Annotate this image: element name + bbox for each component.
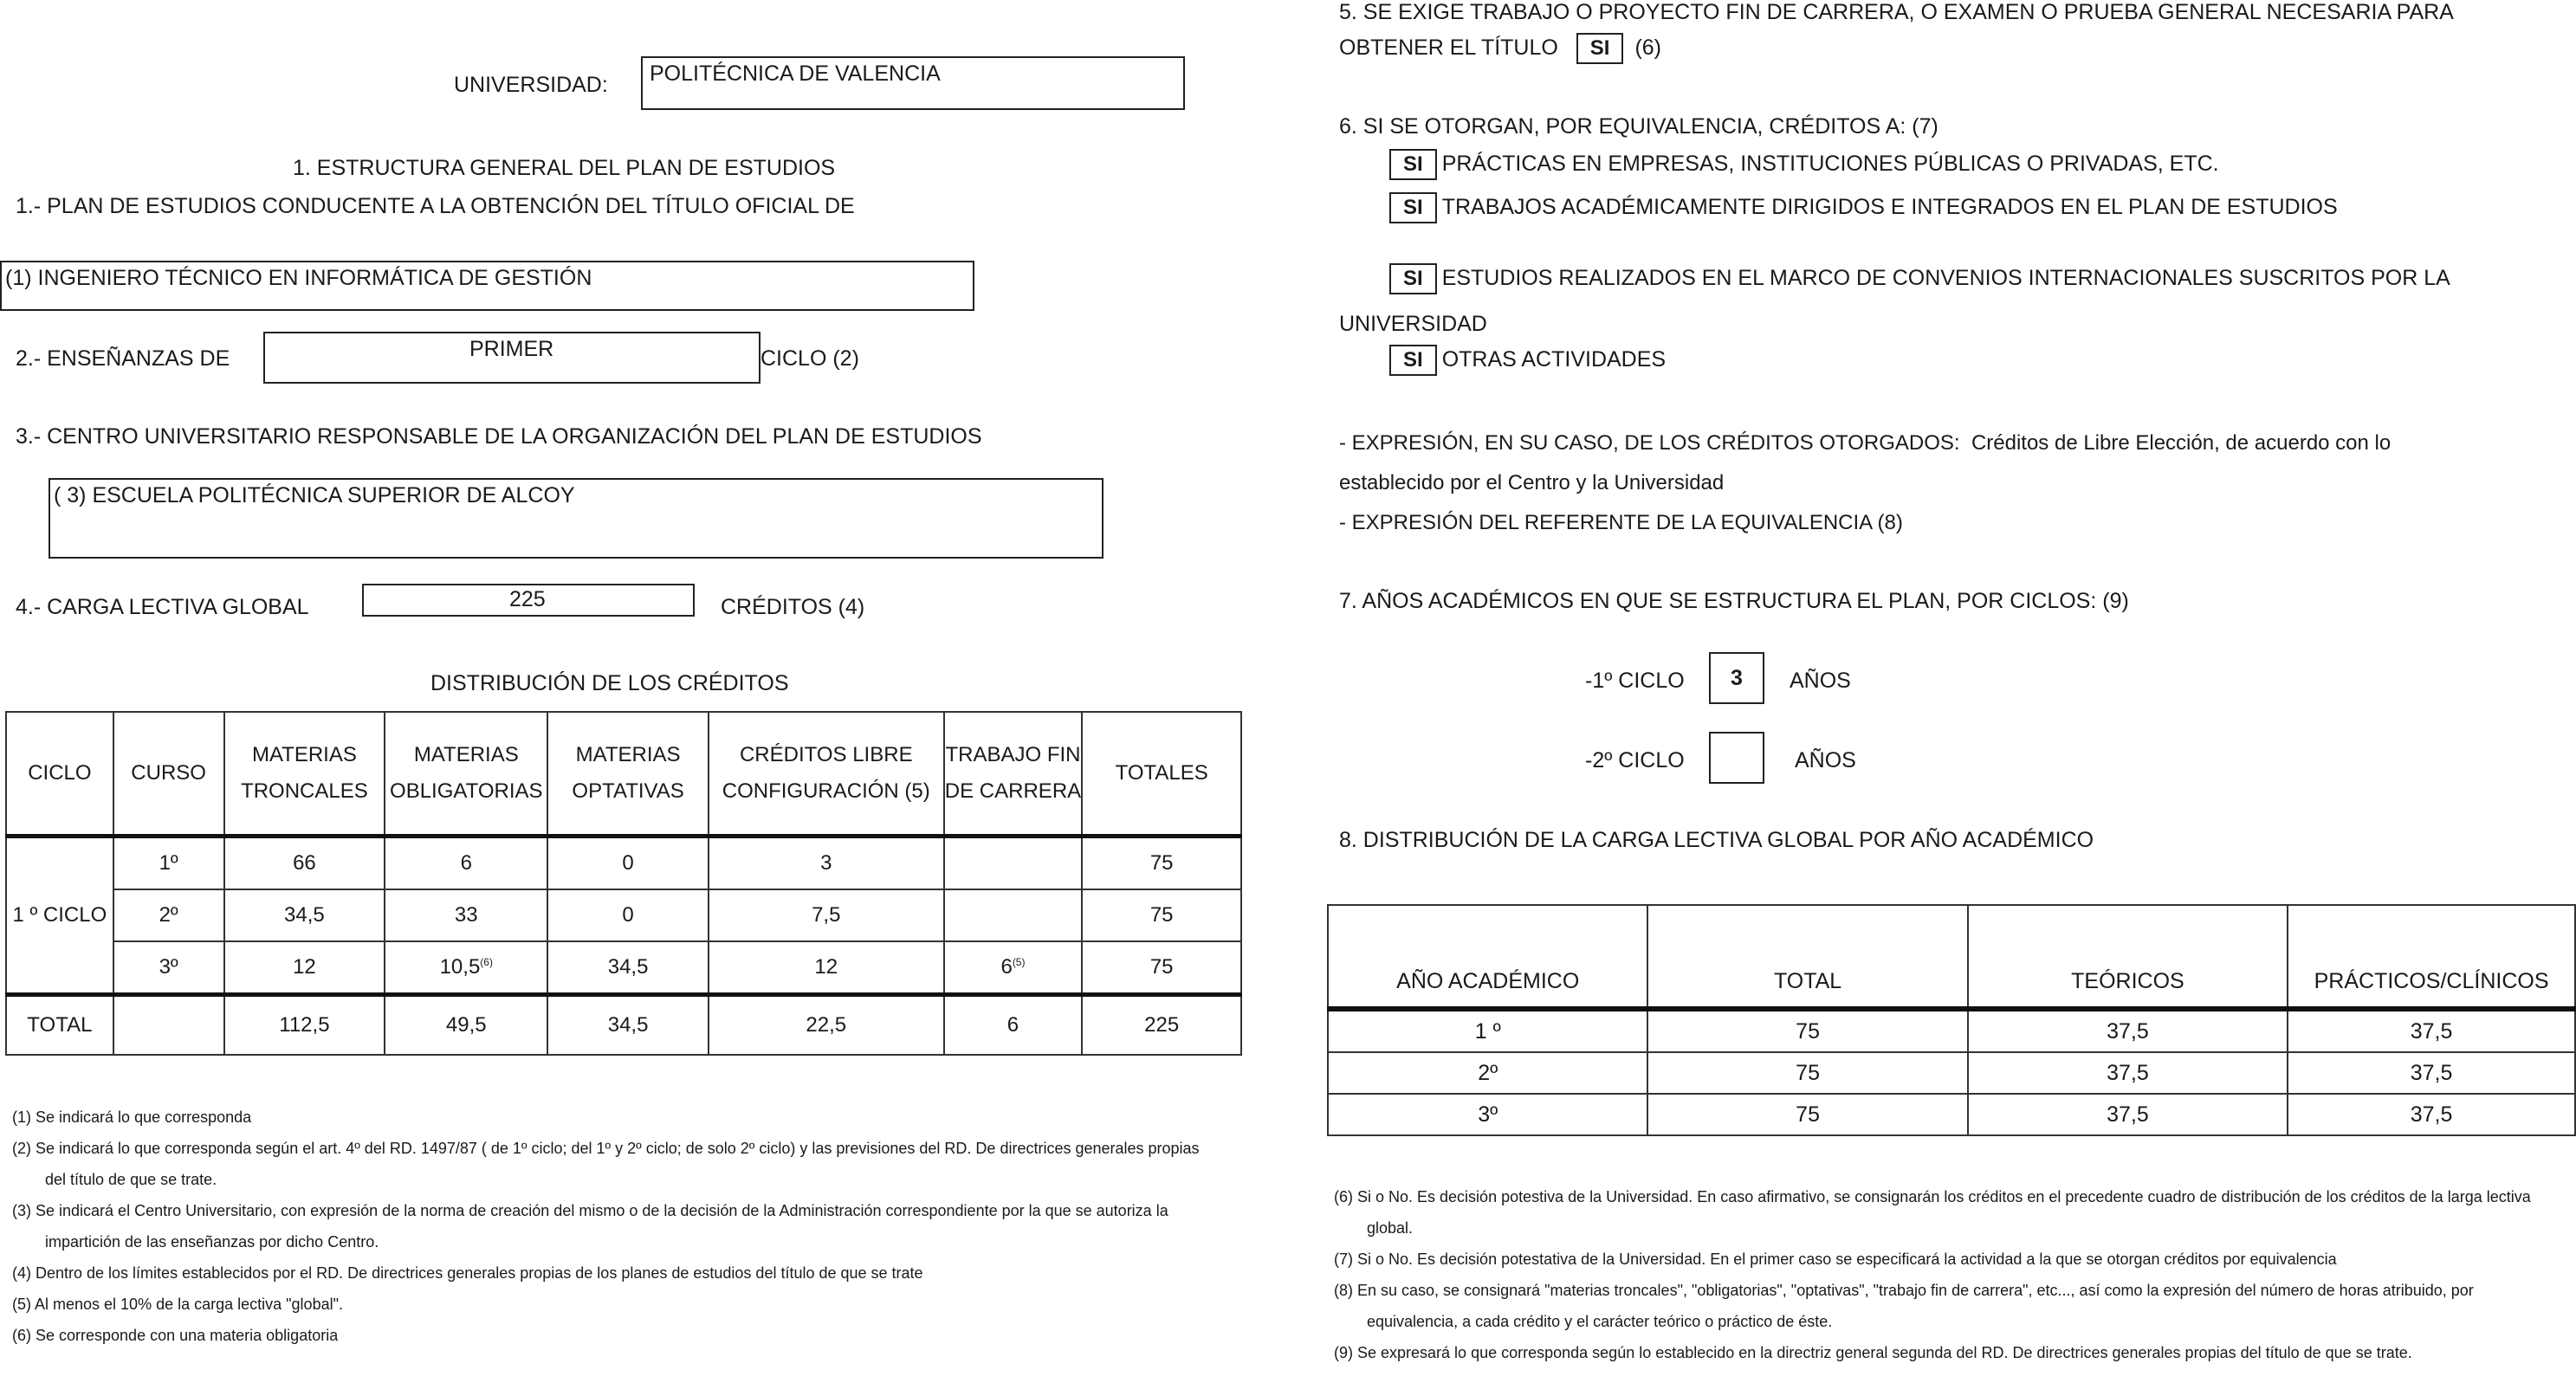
header-libre: CRÉDITOS LIBRE CONFIGURACIÓN (5) — [709, 712, 944, 837]
table-row — [1328, 1009, 2575, 1052]
si-box: SI — [1389, 192, 1437, 223]
universidad-field — [641, 56, 1185, 110]
titulo-value: (1) INGENIERO TÉCNICO EN INFORMÁTICA DE GESTIÓN — [5, 266, 592, 290]
header-total: TOTAL — [1647, 905, 1967, 1009]
header-obligatorias: MATERIAS OBLIGATORIAS — [385, 712, 547, 837]
totales-cell: 75 — [1082, 837, 1241, 890]
item8-title: 8. DISTRIBUCIÓN DE LA CARGA LECTIVA GLOBAL POR AÑO ACADÉMICO — [1339, 828, 2094, 852]
header-ano: AÑO ACADÉMICO — [1328, 905, 1647, 1009]
total-optativas: 34,5 — [547, 995, 709, 1056]
teoricos-cell: 37,5 — [1968, 1094, 2288, 1135]
footnote: (1) Se indicará lo que corresponda — [12, 1108, 252, 1126]
table-row — [1328, 1052, 2575, 1094]
footnote: (9) Se expresará lo que corresponda según lo establecido en la directriz general segunda del RD. De directrices generales propias del título de que se trate. — [1334, 1344, 2412, 1361]
total-row — [6, 995, 1241, 1056]
total-cell: 75 — [1647, 1094, 1967, 1135]
item5-text: OBTENER EL TÍTULO — [1339, 36, 1558, 60]
total-troncales: 112,5 — [224, 995, 385, 1056]
trabajo-value: 6 — [1000, 955, 1013, 979]
trabajo-cell — [944, 941, 1083, 995]
footnote: (6) Se corresponde con una materia obligatoria — [12, 1327, 339, 1344]
libre-cell: 12 — [709, 941, 944, 995]
item6-option — [1389, 345, 1666, 376]
titulo-field — [0, 261, 974, 311]
practicos-cell: 37,5 — [2288, 1052, 2575, 1094]
libre-cell: 7,5 — [709, 889, 944, 941]
total-libre: 22,5 — [709, 995, 944, 1056]
total-label: TOTAL — [6, 995, 113, 1056]
footnote: (3) Se indicará el Centro Universitario, con expresión de la norma de creación del mismo o de la decisión de la Administración correspondiente por la que se autoriza la impartición de las enseñanzas por dicho Centro. — [12, 1202, 1168, 1251]
obligatorias-value: 10,5 — [439, 955, 481, 979]
item6-option — [1389, 263, 2450, 294]
option-text: OTRAS ACTIVIDADES — [1441, 347, 1667, 372]
ciclo1-anos: AÑOS — [1790, 669, 1851, 693]
troncales-cell: 12 — [224, 941, 385, 995]
total-trabajo: 6 — [944, 995, 1083, 1056]
ciclo2-anos: AÑOS — [1795, 748, 1856, 772]
obligatorias-cell: 6 — [385, 837, 547, 890]
table-row — [6, 889, 1241, 941]
footnote: (6) Si o No. Es decisión potestiva de la Universidad. En caso afirmativo, se consignarán los créditos en el precedente cuadro de distribución de los créditos de la larga lectiva global. — [1334, 1188, 2531, 1237]
header-trabajo: TRABAJO FIN DE CARRERA — [944, 712, 1083, 837]
universidad-label: UNIVERSIDAD: — [454, 73, 608, 97]
footnote: (4) Dentro de los límites establecidos por el RD. De directrices generales propias de los planes de estudios del título de que se trate — [12, 1264, 923, 1282]
option-text: PRÁCTICAS EN EMPRESAS, INSTITUCIONES PÚBLICAS O PRIVADAS, ETC. — [1441, 152, 2219, 176]
item5-si-box: SI — [1576, 33, 1624, 64]
total-cell: 75 — [1647, 1009, 1967, 1052]
table-header-row — [6, 712, 1241, 837]
option-text: TRABAJOS ACADÉMICAMENTE DIRIGIDOS E INTEGRADOS EN EL PLAN DE ESTUDIOS — [1441, 195, 2338, 219]
left-footnotes — [12, 1102, 1207, 1351]
item5-note: (6) — [1634, 36, 1661, 60]
footnote: (7) Si o No. Es decisión potestativa de la Universidad. En el primer caso se especificará la actividad a la que se otorgan créditos por equivalencia — [1334, 1251, 2337, 1268]
practicos-cell: 37,5 — [2288, 1009, 2575, 1052]
section-title: 1. ESTRUCTURA GENERAL DEL PLAN DE ESTUDIOS — [293, 156, 836, 180]
optativas-cell: 34,5 — [547, 941, 709, 995]
si-box: SI — [1389, 345, 1437, 376]
troncales-cell: 66 — [224, 837, 385, 890]
table-header-row — [1328, 905, 2575, 1009]
header-optativas: MATERIAS OPTATIVAS — [547, 712, 709, 837]
table-row — [6, 941, 1241, 995]
right-footnotes — [1334, 1181, 2547, 1368]
ciclo2-box — [1709, 732, 1764, 784]
ciclo1-label: -1º CICLO — [1585, 669, 1685, 693]
option-text: ESTUDIOS REALIZADOS EN EL MARCO DE CONVENIOS INTERNACIONALES SUSCRITOS POR LA — [1441, 266, 2450, 290]
plan-label: 1.- PLAN DE ESTUDIOS CONDUCENTE A LA OBTENCIÓN DEL TÍTULO OFICIAL DE — [16, 194, 855, 218]
header-curso: CURSO — [113, 712, 224, 837]
table-row — [6, 837, 1241, 890]
troncales-cell: 34,5 — [224, 889, 385, 941]
obligatorias-note: (6) — [480, 956, 493, 968]
dist-title: DISTRIBUCIÓN DE LOS CRÉDITOS — [430, 671, 789, 695]
item6-option — [1389, 192, 2338, 223]
header-teoricos: TEÓRICOS — [1968, 905, 2288, 1009]
centro-value: ( 3) ESCUELA POLITÉCNICA SUPERIOR DE ALCOY — [54, 483, 575, 507]
centro-label: 3.- CENTRO UNIVERSITARIO RESPONSABLE DE LA ORGANIZACIÓN DEL PLAN DE ESTUDIOS — [16, 424, 982, 449]
optativas-cell: 0 — [547, 889, 709, 941]
libre-cell: 3 — [709, 837, 944, 890]
expresion-referente: - EXPRESIÓN DEL REFERENTE DE LA EQUIVALENCIA (8) — [1339, 511, 1903, 534]
ano-cell: 1 º — [1328, 1009, 1647, 1052]
creditos-label: CRÉDITOS (4) — [721, 595, 865, 619]
ensenanzas-value: PRIMER — [469, 337, 554, 361]
ensenanzas-label: 2.- ENSEÑANZAS DE — [16, 346, 230, 371]
optativas-cell: 0 — [547, 837, 709, 890]
table-row — [1328, 1094, 2575, 1135]
footnote: (5) Al menos el 10% de la carga lectiva "global". — [12, 1296, 343, 1313]
trabajo-cell — [944, 889, 1083, 941]
header-totales: TOTALES — [1082, 712, 1241, 837]
ano-cell: 3º — [1328, 1094, 1647, 1135]
trabajo-cell — [944, 837, 1083, 890]
si-box: SI — [1389, 263, 1437, 294]
teoricos-cell: 37,5 — [1968, 1052, 2288, 1094]
footnote: (2) Se indicará lo que corresponda según el art. 4º del RD. 1497/87 ( de 1º ciclo; del 1º y 2º ciclo; de solo 2º ciclo) y las previsiones del RD. De directrices generales propias del título de que se trate. — [12, 1140, 1200, 1188]
curso-cell: 3º — [113, 941, 224, 995]
obligatorias-cell — [385, 941, 547, 995]
obligatorias-cell: 33 — [385, 889, 547, 941]
centro-field — [49, 478, 1104, 559]
distribution-table — [5, 711, 1242, 1056]
ciclo-cell: 1 º CICLO — [6, 837, 113, 995]
teoricos-cell: 37,5 — [1968, 1009, 2288, 1052]
item5-line1: 5. SE EXIGE TRABAJO O PROYECTO FIN DE CARRERA, O EXAMEN O PRUEBA GENERAL NECESARIA PARA — [1339, 0, 2454, 24]
total-cell: 75 — [1647, 1052, 1967, 1094]
expresion-text: Créditos de Libre Elección, de acuerdo con lo — [1971, 431, 2392, 455]
item6-option — [1389, 149, 2219, 180]
totales-cell: 75 — [1082, 941, 1241, 995]
carga-field — [362, 584, 695, 617]
expresion-creditos — [1339, 431, 2391, 456]
item7-title: 7. AÑOS ACADÉMICOS EN QUE SE ESTRUCTURA EL PLAN, POR CICLOS: (9) — [1339, 589, 2129, 613]
total-totales: 225 — [1082, 995, 1241, 1056]
ciclo1-box: 3 — [1709, 652, 1764, 704]
curso-cell: 1º — [113, 837, 224, 890]
practicos-cell: 37,5 — [2288, 1094, 2575, 1135]
footnote: (8) En su caso, se consignará "materias troncales", "obligatorias", "optativas", "trabajo fin de carrera", etc..., así como la expresión del número de horas atribuido, por equivalencia, a cada crédito y el carácter teórico o práctico de éste. — [1334, 1282, 2474, 1330]
si-box: SI — [1389, 149, 1437, 180]
item6-title: 6. SI SE OTORGAN, POR EQUIVALENCIA, CRÉDITOS A: (7) — [1339, 114, 1938, 139]
total-obligatorias: 49,5 — [385, 995, 547, 1056]
ciclo-label: CICLO (2) — [761, 346, 859, 371]
universidad-wrap: UNIVERSIDAD — [1339, 312, 1487, 336]
carga-value: 225 — [509, 587, 546, 611]
ciclo2-label: -2º CICLO — [1585, 748, 1685, 772]
expresion-label: - EXPRESIÓN, EN SU CASO, DE LOS CRÉDITOS OTORGADOS: — [1339, 431, 1960, 455]
carga-label: 4.- CARGA LECTIVA GLOBAL — [16, 595, 309, 619]
trabajo-note: (5) — [1012, 956, 1026, 968]
totales-cell: 75 — [1082, 889, 1241, 941]
carga-table — [1327, 904, 2576, 1136]
header-practicos: PRÁCTICOS/CLÍNICOS — [2288, 905, 2575, 1009]
header-ciclo: CICLO — [6, 712, 113, 837]
curso-cell: 2º — [113, 889, 224, 941]
expresion-line2: establecido por el Centro y la Universidad — [1339, 471, 1725, 494]
item5-line2 — [1339, 33, 1661, 64]
ensenanzas-field — [263, 332, 761, 384]
universidad-value: POLITÉCNICA DE VALENCIA — [650, 61, 941, 86]
total-curso — [113, 995, 224, 1056]
header-troncales: MATERIAS TRONCALES — [224, 712, 385, 837]
ano-cell: 2º — [1328, 1052, 1647, 1094]
